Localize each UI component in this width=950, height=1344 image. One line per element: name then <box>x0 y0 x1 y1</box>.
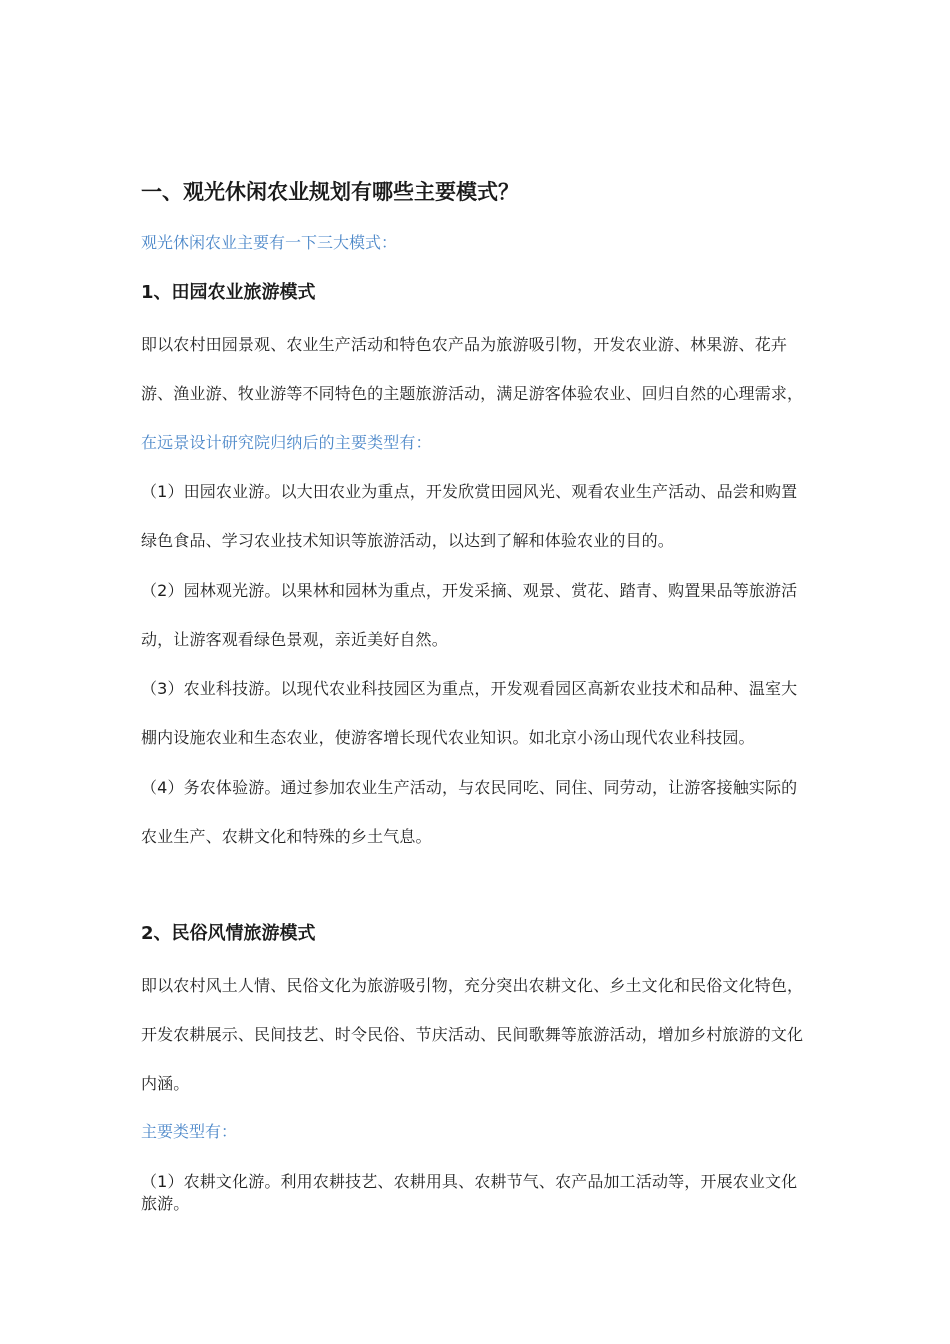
section-1-description-text: 即以农村田园景观、农业生产活动和特色农产品为旅游吸引物，开发农业游、林果游、花卉游、渔业游、牧业游等不同特色的主题旅游活动，满足游客体验农业、回归自然的心理需求， <box>141 335 804 403</box>
list-item: （1）农耕文化游。利用农耕技艺、农耕用具、农耕节气、农产品加工活动等，开展农业文化旅游。 <box>141 1172 798 1213</box>
intro-line: 观光休闲农业主要有一下三大模式： <box>141 233 398 252</box>
section-2-types-label: 主要类型有： <box>141 1122 238 1141</box>
section-1-description <box>141 320 809 467</box>
list-item: （1）田园农业游。以大田农业为重点，开发欣赏田园风光、观看农业生产活动、品尝和购置绿色食品、学习农业技术知识等旅游活动，以达到了解和体验农业的目的。 <box>141 482 798 550</box>
page-title: 一、观光休闲农业规划有哪些主要模式？ <box>141 180 519 204</box>
list-item: （3）农业科技游。以现代农业科技园区为重点，开发观看园区高新农业技术和品种、温室大棚内设施农业和生态农业，使游客增长现代农业知识。如北京小汤山现代农业科技园。 <box>141 679 798 747</box>
section-2-description: 即以农村风土人情、民俗文化为旅游吸引物，充分突出农耕文化、乡土文化和民俗文化特色，开发农耕展示、民间技艺、时令民俗、节庆活动、民间歌舞等旅游活动，增加乡村旅游的文化内涵。 <box>141 976 804 1093</box>
list-item: （2）园林观光游。以果林和园林为重点，开发采摘、观景、赏花、踏青、购置果品等旅游活动，让游客观看绿色景观，亲近美好自然。 <box>141 581 798 649</box>
section-heading-1: 1、田园农业旅游模式 <box>141 282 316 303</box>
section-heading-2: 2、民俗风情旅游模式 <box>141 923 316 944</box>
list-item: （4）务农体验游。通过参加农业生产活动，与农民同吃、同住、同劳动，让游客接触实际的农业生产、农耕文化和特殊的乡土气息。 <box>141 778 798 846</box>
section-1-types-intro: 在远景设计研究院归纳后的主要类型有： <box>141 433 432 452</box>
